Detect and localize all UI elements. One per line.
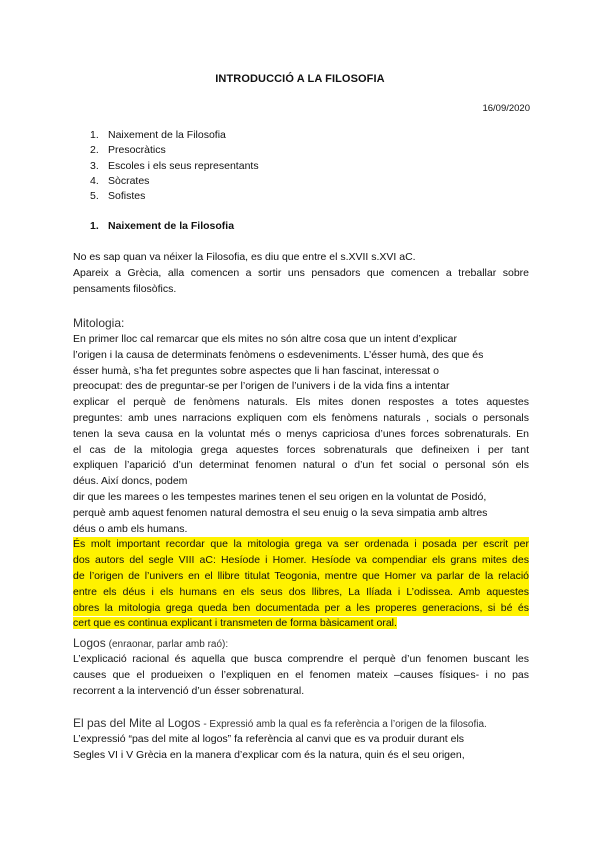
highlighted-line: És molt important recordar que la mitologia grega va ser ordenada i posada per escrit per — [73, 537, 529, 553]
mite-logos-section — [73, 714, 529, 764]
table-of-contents — [90, 128, 259, 204]
text-line: preguntes: amb unes narracions expliquen com els fenòmens naturals , socials o personals — [73, 411, 529, 424]
text-line: perquè amb aquest fenomen natural demostra el seu enuig o la seva simpatia amb altres — [73, 506, 488, 519]
text-line: causes que el produeixen o l’expliquen en el fenomen mateix –causes físiques- i no pas — [73, 668, 529, 681]
text-line: Segles VI i V Grècia en la manera d’explicar com és la natura, quin és el seu origen, — [73, 748, 465, 761]
subheading-mitologia: Mitologia: — [73, 316, 125, 330]
highlighted-line: obres la mitologia grega queda ben documentada per a les properes generacions, si bé és — [73, 601, 529, 617]
text-line: pensaments filosòfics. — [73, 282, 177, 295]
mitologia-section — [73, 314, 529, 632]
text-line: No es sap quan va néixer la Filosofia, es diu que entre el s.XVII s.XVI aC. — [73, 251, 416, 263]
text-line: l’origen i la causa de determinats fenòmens o esdeveniments. L’ésser humà, des que és — [73, 348, 484, 361]
subheading-logos: Logos (enraonar, parlar amb raó): — [73, 636, 229, 650]
page-title: INTRODUCCIÓ A LA FILOSOFIA — [215, 73, 385, 85]
text-line: L’explicació racional és aquella que busca comprendre el perquè d’un fenomen buscant les — [73, 653, 529, 665]
text-line: déus o amb els humans. — [73, 522, 188, 535]
text-line: el cas de la mitologia grega aquestes forces sobrenaturals que defineixen i per tant — [73, 443, 529, 456]
toc-item: 3. Escoles i els seus representants — [90, 159, 259, 172]
date-label: 16/09/2020 — [482, 103, 530, 114]
text-line: En primer lloc cal remarcar que els mites no són altre cosa que un intent d’explicar — [73, 333, 458, 345]
highlighted-line: dos autors del segle VIII aC: Hesíode i Homer. Hesíode va compendiar els grans mites des — [73, 553, 529, 569]
toc-item: 5. Sofistes — [90, 190, 146, 203]
text-line: expliquen l’aparició d’un determinat fenomen natural o d’un fet social o personal són els — [73, 459, 529, 472]
text-line: preocupat: des de preguntar-se per l’origen de l’univers i de la vida fins a intentar — [73, 380, 450, 393]
toc-item: 1. Naixement de la Filosofia — [90, 129, 226, 141]
text-line: explicar el perquè de fenòmens naturals. Els mites donen respostes a totes aquestes — [73, 396, 529, 409]
toc-item: 4. Sòcrates — [90, 174, 150, 187]
logos-section — [73, 634, 529, 699]
text-line: déus. Així doncs, podem — [73, 475, 188, 488]
toc-item: 2. Presocràtics — [90, 144, 166, 157]
text-line: ésser humà, s’ha fet preguntes sobre aspectes que li han fascinat, interessat o — [73, 364, 439, 377]
intro-paragraph — [73, 250, 529, 297]
text-line: recorrent a la intervenció d’un ésser sobrenatural. — [73, 684, 305, 697]
text-line: Apareix a Grècia, alla comencen a sortir uns pensadors que comencen a treballar sobre — [73, 266, 529, 279]
highlighted-line-last: cert que es continua explicant i transmeten de forma bàsicament oral. — [73, 617, 397, 630]
text-line: tenen la seva causa en la voluntat més o menys capriciosa d’unes forces sobrenaturals. En — [73, 427, 529, 440]
section-heading: 1. Naixement de la Filosofia — [90, 220, 235, 232]
subheading-mite-logos: El pas del Mite al Logos - Expressió amb la qual es fa referència a l’origen de la filosofia. — [73, 716, 487, 730]
text-line: dir que les marees o les tempestes marines tenen el seu origen en la voluntat de Posidó, — [73, 490, 487, 503]
text-line: L’expressió “pas del mite al logos” fa referència al canvi que es va produir durant els — [73, 733, 465, 745]
highlighted-line: entre els déus i els humans en els seus dos llibres, La Ilíada i L’odissea. Amb aquestes — [73, 585, 529, 601]
highlighted-line: de l’origen de l’univers en el llibre titulat Teogonia, mentre que Homer va parlar de la relació — [73, 569, 529, 585]
